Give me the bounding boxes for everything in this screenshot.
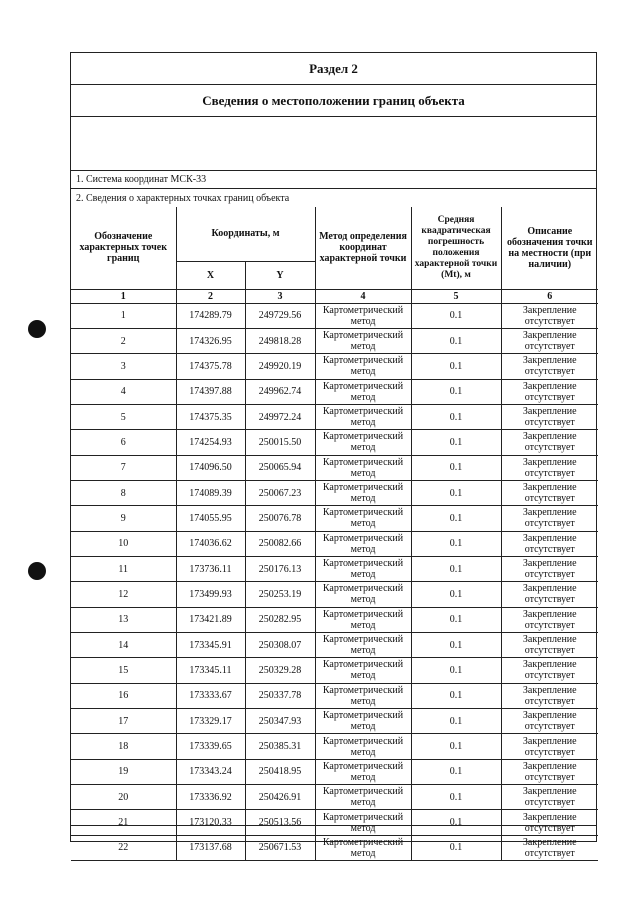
point-number: 8: [71, 480, 176, 505]
description: Закрепление отсутствует: [501, 683, 598, 708]
description: Закрепление отсутствует: [501, 531, 598, 556]
coord-y: 250385.31: [245, 734, 315, 759]
method: Картометрический метод: [315, 734, 411, 759]
method: Картометрический метод: [315, 683, 411, 708]
method: Картометрический метод: [315, 303, 411, 328]
coord-x: 174289.79: [176, 303, 245, 328]
accuracy: 0.1: [411, 632, 501, 657]
description: Закрепление отсутствует: [501, 455, 598, 480]
coord-y: 250067.23: [245, 480, 315, 505]
method: Картометрический метод: [315, 506, 411, 531]
method: Картометрический метод: [315, 835, 411, 860]
coord-y: 250015.50: [245, 430, 315, 455]
table-row: [71, 759, 598, 784]
description: Закрепление отсутствует: [501, 328, 598, 353]
accuracy: 0.1: [411, 709, 501, 734]
coord-y: 250282.95: [245, 607, 315, 632]
method: Картометрический метод: [315, 709, 411, 734]
description: Закрепление отсутствует: [501, 582, 598, 607]
point-number: 9: [71, 506, 176, 531]
blank-area: [71, 117, 596, 171]
table-row: [71, 632, 598, 657]
method: Картометрический метод: [315, 430, 411, 455]
method: Картометрический метод: [315, 404, 411, 429]
coord-x: 173345.11: [176, 658, 245, 683]
coord-y: 250513.56: [245, 810, 315, 835]
description: Закрепление отсутствует: [501, 506, 598, 531]
coord-x: 174096.50: [176, 455, 245, 480]
table-row: [71, 328, 598, 353]
table-row: [71, 430, 598, 455]
description: Закрепление отсутствует: [501, 835, 598, 860]
accuracy: 0.1: [411, 303, 501, 328]
coord-y: 250308.07: [245, 632, 315, 657]
coord-system-line: 1. Система координат МСК-33: [71, 171, 596, 189]
method: Картометрический метод: [315, 759, 411, 784]
coord-y: 250076.78: [245, 506, 315, 531]
table-row: [71, 354, 598, 379]
point-number: 15: [71, 658, 176, 683]
accuracy: 0.1: [411, 556, 501, 581]
method: Картометрический метод: [315, 480, 411, 505]
table-row: [71, 658, 598, 683]
coord-y: 249962.74: [245, 379, 315, 404]
description: Закрепление отсутствует: [501, 556, 598, 581]
description: Закрепление отсутствует: [501, 785, 598, 810]
header-method: Метод определения координат характерной точки: [315, 207, 411, 289]
table-row: [71, 582, 598, 607]
point-number: 12: [71, 582, 176, 607]
point-number: 14: [71, 632, 176, 657]
description: Закрепление отсутствует: [501, 303, 598, 328]
table-row: [71, 734, 598, 759]
method: Картометрический метод: [315, 328, 411, 353]
table-row: [71, 379, 598, 404]
point-number: 4: [71, 379, 176, 404]
coord-x: 173345.91: [176, 632, 245, 657]
point-number: 3: [71, 354, 176, 379]
coord-x: 174326.95: [176, 328, 245, 353]
coord-y: 250337.78: [245, 683, 315, 708]
method: Картометрический метод: [315, 582, 411, 607]
boundary-points-table: [71, 207, 598, 861]
coord-x: 173421.89: [176, 607, 245, 632]
coord-y: 250418.95: [245, 759, 315, 784]
point-number: 1: [71, 303, 176, 328]
accuracy: 0.1: [411, 404, 501, 429]
accuracy: 0.1: [411, 785, 501, 810]
accuracy: 0.1: [411, 683, 501, 708]
point-number: 10: [71, 531, 176, 556]
accuracy: 0.1: [411, 759, 501, 784]
point-number: 17: [71, 709, 176, 734]
coord-x: 173329.17: [176, 709, 245, 734]
method: Картометрический метод: [315, 785, 411, 810]
table-row: [71, 785, 598, 810]
point-number: 7: [71, 455, 176, 480]
point-number: 22: [71, 835, 176, 860]
accuracy: 0.1: [411, 506, 501, 531]
coord-y: 250065.94: [245, 455, 315, 480]
description: Закрепление отсутствует: [501, 632, 598, 657]
document-page: [70, 52, 597, 859]
col-number: 4: [315, 289, 411, 303]
coord-x: 173336.92: [176, 785, 245, 810]
coord-y: 250671.53: [245, 835, 315, 860]
description: Закрепление отсутствует: [501, 810, 598, 835]
accuracy: 0.1: [411, 328, 501, 353]
col-number: 2: [176, 289, 245, 303]
col-number: 3: [245, 289, 315, 303]
method: Картометрический метод: [315, 607, 411, 632]
method: Картометрический метод: [315, 379, 411, 404]
point-number: 13: [71, 607, 176, 632]
method: Картометрический метод: [315, 810, 411, 835]
header-designation: Обозначение характерных точек границ: [71, 207, 176, 289]
point-number: 5: [71, 404, 176, 429]
table-row: [71, 556, 598, 581]
coord-x: 173343.24: [176, 759, 245, 784]
point-number: 20: [71, 785, 176, 810]
header-x: X: [176, 261, 245, 289]
header-coordinates: Координаты, м: [176, 207, 315, 261]
point-number: 21: [71, 810, 176, 835]
point-number: 11: [71, 556, 176, 581]
section-number: Раздел 2: [71, 53, 596, 85]
accuracy: 0.1: [411, 734, 501, 759]
coord-y: 250082.66: [245, 531, 315, 556]
point-number: 2: [71, 328, 176, 353]
col-number: 6: [501, 289, 598, 303]
description: Закрепление отсутствует: [501, 709, 598, 734]
coord-x: 173120.33: [176, 810, 245, 835]
description: Закрепление отсутствует: [501, 658, 598, 683]
coord-x: 174089.39: [176, 480, 245, 505]
accuracy: 0.1: [411, 835, 501, 860]
table-row: [71, 480, 598, 505]
header-accuracy: Средняя квадратическая погрешность положения характерной точки (Mt), м: [411, 207, 501, 289]
coord-x: 173499.93: [176, 582, 245, 607]
coord-y: 249818.28: [245, 328, 315, 353]
col-number: 5: [411, 289, 501, 303]
accuracy: 0.1: [411, 658, 501, 683]
col-number: 1: [71, 289, 176, 303]
points-caption: 2. Сведения о характерных точках границ объекта: [76, 192, 290, 204]
table-row: [71, 303, 598, 328]
method: Картометрический метод: [315, 354, 411, 379]
method: Картометрический метод: [315, 531, 411, 556]
description: Закрепление отсутствует: [501, 759, 598, 784]
coord-x: 174375.78: [176, 354, 245, 379]
table-row: [71, 531, 598, 556]
description: Закрепление отсутствует: [501, 404, 598, 429]
coord-x: 174397.88: [176, 379, 245, 404]
table-row: [71, 607, 598, 632]
coord-x: 173333.67: [176, 683, 245, 708]
description: Закрепление отсутствует: [501, 607, 598, 632]
table-row: [71, 455, 598, 480]
header-y: Y: [245, 261, 315, 289]
coord-y: 250426.91: [245, 785, 315, 810]
description: Закрепление отсутствует: [501, 430, 598, 455]
table-row: [71, 683, 598, 708]
accuracy: 0.1: [411, 810, 501, 835]
description: Закрепление отсутствует: [501, 379, 598, 404]
coord-x: 173339.65: [176, 734, 245, 759]
coord-x: 174055.95: [176, 506, 245, 531]
coord-x: 174036.62: [176, 531, 245, 556]
coord-x: 174375.35: [176, 404, 245, 429]
punch-hole: [28, 320, 46, 338]
table-row: [71, 506, 598, 531]
accuracy: 0.1: [411, 430, 501, 455]
coord-y: 249920.19: [245, 354, 315, 379]
accuracy: 0.1: [411, 354, 501, 379]
method: Картометрический метод: [315, 632, 411, 657]
point-number: 19: [71, 759, 176, 784]
table-row: [71, 709, 598, 734]
coord-x: 173736.11: [176, 556, 245, 581]
table-row: [71, 404, 598, 429]
coord-x: 174254.93: [176, 430, 245, 455]
point-number: 6: [71, 430, 176, 455]
coord-x: 173137.68: [176, 835, 245, 860]
accuracy: 0.1: [411, 582, 501, 607]
section-title: Сведения о местоположении границ объекта: [71, 85, 596, 117]
point-number: 18: [71, 734, 176, 759]
accuracy: 0.1: [411, 379, 501, 404]
method: Картометрический метод: [315, 556, 411, 581]
description: Закрепление отсутствует: [501, 734, 598, 759]
accuracy: 0.1: [411, 480, 501, 505]
coord-y: 250329.28: [245, 658, 315, 683]
coord-y: 249729.56: [245, 303, 315, 328]
point-number: 16: [71, 683, 176, 708]
method: Картометрический метод: [315, 455, 411, 480]
accuracy: 0.1: [411, 607, 501, 632]
description: Закрепление отсутствует: [501, 480, 598, 505]
accuracy: 0.1: [411, 455, 501, 480]
header-description: Описание обозначения точки на местности (при наличии): [501, 207, 598, 289]
method: Картометрический метод: [315, 658, 411, 683]
accuracy: 0.1: [411, 531, 501, 556]
coord-y: 250253.19: [245, 582, 315, 607]
coord-y: 250347.93: [245, 709, 315, 734]
punch-hole: [28, 562, 46, 580]
coord-y: 249972.24: [245, 404, 315, 429]
empty-bottom-row: [71, 825, 596, 844]
coord-y: 250176.13: [245, 556, 315, 581]
description: Закрепление отсутствует: [501, 354, 598, 379]
